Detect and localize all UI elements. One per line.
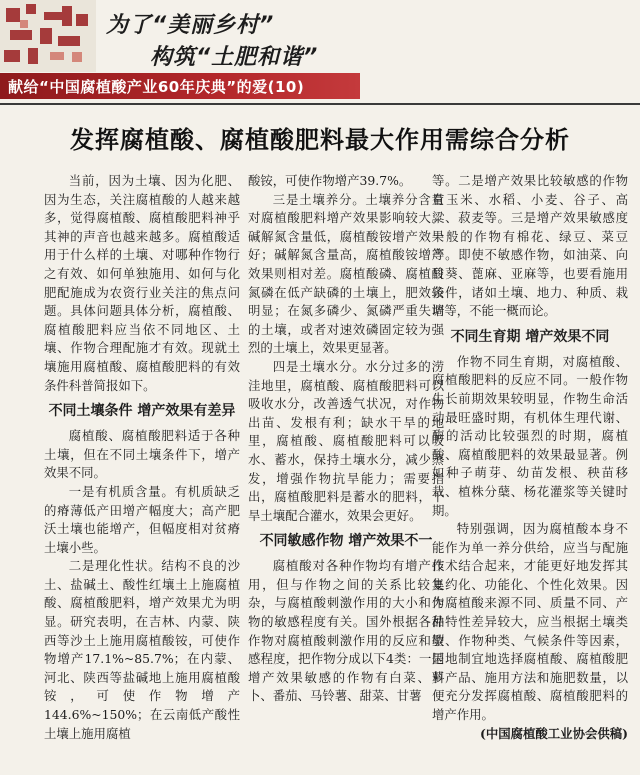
article-credit: (中国腐植酸工业协会供稿) xyxy=(479,725,628,741)
article-column-1 xyxy=(44,172,240,743)
subheading: 不同土壤条件 增产效果有差异 xyxy=(48,403,236,420)
header-band xyxy=(0,0,640,104)
paragraph: 一是有机质含量。有机质缺乏的瘠薄低产田增产幅度大；高产肥沃土壤也能增产，但幅度相对贫瘠土壤小些。 xyxy=(44,483,240,555)
paragraph: 三是土壤养分。土壤养分含量对腐植酸肥料增产效果影响较大。碱解氮含量低，腐植酸铵增产效果好；碱解氮含量高，腐植酸铵增产效果则相对差。腐植酸磷、腐植酸氮磷在低产缺磷的土壤上，肥效较明显；在氮多磷少、氮磷严重失调的土壤，或者对速效磷固定较为强烈的土壤上，效果更显著。 xyxy=(248,191,444,356)
series-banner xyxy=(0,73,360,99)
paragraph: 等。二是增产效果比较敏感的作物有玉米、水稻、小麦、谷子、高粱、菽麦等。三是增产效果敏感度一般的作物有棉花、绿豆、菜豆等。即使不敏感作物，如油菜、向日葵、蓖麻、亚麻等，也要看施用条件，诸如土壤、地力、种质、栽培等，不能一概而论。 xyxy=(432,173,628,319)
series-banner-text: 献给“中国腐植酸产业60年庆典”的爱(10) xyxy=(8,78,305,96)
paragraph: 特别强调，因为腐植酸本身不能作为单一养分供给，应当与配施技术结合起来，才能更好地发挥其集约化、功能化、个性化效果。因为腐植酸来源不同、质量不同、产品特性差异较大，应当根据土壤类型、作物种类、气候条件等因素，因地制宜地选择腐植酸、腐植酸肥料产品、施用方法和施肥数量，以便充分发挥腐植酸、腐植酸肥料的增产作用。 xyxy=(432,521,628,723)
paragraph: 当前，因为土壤、因为化肥、因为生态，关注腐植酸的人越来越多，觉得腐植酸、腐植酸肥料神乎其神的声音也越来越多。腐植酸适用于什么样的土壤、对哪种作物行之有效、如何单独施用、如何与化肥配施成为农资行业关注的焦点问题。具体问题具体分析，腐植酸、腐植酸肥料应当依不同地区、土壤、作物合理配施才有效。现就土壤施用腐植酸、腐植酸肥料的有效条件科普简报如下。 xyxy=(44,173,240,393)
header-divider xyxy=(0,103,640,105)
slogan-line-2: 构筑“土肥和谐” xyxy=(150,45,319,70)
paragraph: 腐植酸对各种作物均有增产作用，但与作物之间的关系比较复杂，与腐植酸刺激作用的大小和作物的敏感程度有关。国外根据各种作物对腐植酸刺激作用的反应和敏感程度，把作物分成以下4类：一是增产效果敏感的作物有白菜、萝卜、番茄、马铃薯、甜菜、甘薯 xyxy=(248,558,444,704)
article-column-2 xyxy=(248,172,444,706)
subheading: 不同生育期 增产效果不同 xyxy=(450,328,610,345)
paragraph: 二是理化性状。结构不良的沙土、盐碱土、酸性红壤土上施腐植酸、腐植酸肥料，增产效果尤为明显。研究表明，在吉林、内蒙、陕西等沙土上施用腐植酸铵，可使作物增产17.1%~85.7%；在内蒙、河北、陕西等盐碱地上施用腐植酸铵，可使作物增产144.6%~150%；在云南低产酸性土壤上施用腐植 xyxy=(44,558,240,741)
article-headline: 发挥腐植酸、腐植酸肥料最大作用需综合分析 xyxy=(70,126,570,154)
article-column-3 xyxy=(432,172,628,743)
paragraph: 作物不同生育期，对腐植酸、腐植酸肥料的反应不同。一般作物生长前期效果较明显，作物生命活动最旺盛时期，有机体生理代谢、酶的活动比较强烈的时期，腐植酸、腐植酸肥料的效果最显著。例如种子萌芽、幼苗发根、秧苗移栽、植株分蘖、杨花灌浆等关键时期。 xyxy=(432,353,628,518)
subheading: 不同敏感作物 增产效果不一 xyxy=(259,533,433,550)
paragraph: 四是土壤水分。水分过多的涝洼地里，腐植酸、腐植酸肥料可以吸收水分，改善透气状况，对作物出苗、发根有利；缺水干旱的地里，腐植酸、腐植酸肥料可以吸水、蓄水，保持土壤水分，减少蒸发，增强作物抗旱能力；需要指出，腐植酸肥料是蓄水的肥料，干旱土壤配合灌水，效果会更好。 xyxy=(248,358,444,523)
slogan-line-1: 为了“美丽乡村” xyxy=(106,13,275,38)
paragraph: 腐植酸、腐植酸肥料适于各种土壤，但在不同土壤条件下，增产效果不同。 xyxy=(44,428,240,481)
decorative-pattern-icon xyxy=(0,0,96,72)
paragraph: 酸铵，可使作物增产39.7%。 xyxy=(248,173,412,188)
